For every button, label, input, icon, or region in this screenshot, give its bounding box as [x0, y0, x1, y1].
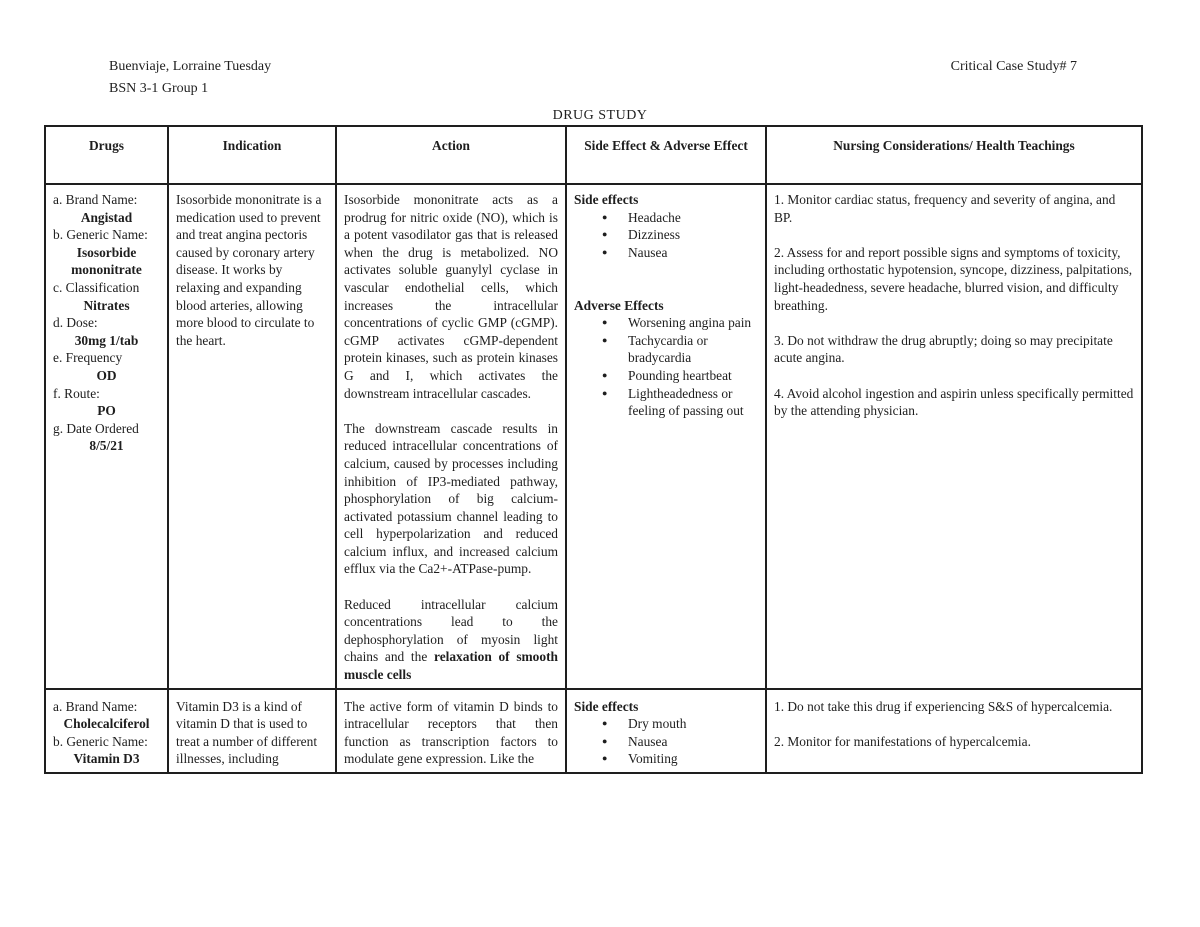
student-section: BSN 3-1 Group 1: [109, 81, 209, 96]
drug-label: d. Dose:: [53, 315, 98, 331]
nursing-cell: [766, 689, 1142, 773]
drug-value: Cholecalciferol: [63, 716, 150, 732]
indication-cell: Vitamin D3 is a kind of vitamin D that is used to treat a number of different illnesses, including: [168, 689, 336, 773]
page-title: DRUG STUDY: [552, 108, 648, 123]
action-paragraph: Reduced intracellular calcium concentrations lead to the dephosphorylation of myosin light chains and the relaxation of smooth muscle cells: [344, 596, 558, 683]
drug-info-cell: [45, 184, 168, 689]
drug-label: f. Route:: [53, 385, 100, 401]
side-effects-list: [574, 715, 758, 768]
side-effects-cell: [566, 184, 766, 689]
drug-info-cell: [45, 689, 168, 773]
nursing-item: 4. Avoid alcohol ingestion and aspirin unless specifically permitted by the attending physician.: [774, 385, 1134, 419]
drug-value: Vitamin D3: [73, 751, 140, 767]
list-item: ● Dry mouth: [628, 715, 758, 733]
action-paragraph: Isosorbide mononitrate acts as a prodrug for nitric oxide (NO), which is a potent vasodilator gas that is released when the drug is metabolized. NO activates soluble guanylyl cyclase in vascular endothelial cells, which increases the intracellular concentrations of cyclic GMP (cGMP). cGMP activates cGMP-dependent protein kinases, such as protein kinases G and I, which activates the downstream intracellular cascades.: [344, 192, 558, 401]
table-row: [45, 689, 1142, 773]
column-header-action: Action: [336, 126, 566, 184]
drug-value: Nitrates: [83, 297, 130, 313]
drug-label: g. Date Ordered: [53, 420, 139, 436]
list-item: ● Tachycardia or bradycardia: [628, 332, 758, 367]
list-item: ● Pounding heartbeat: [628, 367, 758, 385]
drug-label: b. Generic Name:: [53, 227, 148, 243]
nursing-item: 2. Monitor for manifestations of hypercalcemia.: [774, 733, 1031, 749]
drug-value: Angistad: [80, 209, 133, 225]
column-header-drugs: Drugs: [45, 126, 168, 184]
list-item: ● Headache: [628, 209, 758, 227]
column-header-side-effects: Side Effect & Adverse Effect: [566, 126, 766, 184]
action-cell: [336, 184, 566, 689]
indication-cell: Isosorbide mononitrate is a medication used to prevent and treat angina pectoris caused by coronary artery disease. It works by relaxing and expanding blood arteries, allowing more blood to circulate to the heart.: [168, 184, 336, 689]
nursing-item: 2. Assess for and report possible signs and symptoms of toxicity, including orthostatic hypotension, syncope, dizziness, palpitations, light-headedness, severe headache, blurred vision, and difficulty breathing.: [774, 244, 1133, 313]
drug-study-table: [44, 125, 1143, 774]
drug-value: Isosorbide mononitrate: [71, 244, 142, 278]
side-effects-heading: Side effects: [574, 698, 639, 714]
nursing-item: 3. Do not withdraw the drug abruptly; doing so may precipitate acute angina.: [774, 332, 1113, 366]
list-item: ● Worsening angina pain: [628, 314, 758, 332]
side-effects-cell: [566, 689, 766, 773]
adverse-effects-heading: Adverse Effects: [574, 297, 664, 313]
adverse-effects-list: [574, 314, 758, 420]
student-info: [109, 56, 271, 100]
nursing-cell: [766, 184, 1142, 689]
drug-label: e. Frequency: [53, 350, 123, 366]
drug-label: a. Brand Name:: [53, 698, 138, 714]
action-paragraph: The downstream cascade results in reduced intracellular concentrations of calcium, caused by processes including inhibition of IP3-mediated pathway, phosphorylation of big calcium-activated potassium channel leading to cell hyperpolarization and reduced calcium influx, and increased calcium efflux via the Ca2+-ATPase-pump.: [344, 420, 558, 577]
side-effects-list: [574, 209, 758, 262]
nursing-item: 1. Do not take this drug if experiencing S&S of hypercalcemia.: [774, 698, 1113, 714]
drug-value: 8/5/21: [89, 438, 124, 454]
drug-value: 30mg 1/tab: [74, 332, 139, 348]
column-header-indication: Indication: [168, 126, 336, 184]
drug-label: b. Generic Name:: [53, 733, 148, 749]
nursing-item: 1. Monitor cardiac status, frequency and severity of angina, and BP.: [774, 192, 1116, 225]
drug-value: OD: [96, 367, 117, 383]
list-item: ● Nausea: [628, 733, 758, 751]
drug-label: a. Brand Name:: [53, 192, 138, 207]
list-item: ● Dizziness: [628, 226, 758, 244]
action-cell: The active form of vitamin D binds to intracellular receptors that then function as transcription factors to modulate gene expression. Like the: [336, 689, 566, 773]
column-header-nursing: Nursing Considerations/ Health Teachings: [766, 126, 1142, 184]
student-name: Buenviaje, Lorraine Tuesday: [109, 59, 272, 74]
case-study-label: Critical Case Study# 7: [950, 59, 1077, 74]
table-header-row: [45, 126, 1142, 184]
list-item: ● Vomiting: [628, 750, 758, 768]
side-effects-heading: Side effects: [574, 192, 639, 207]
list-item: ● Nausea: [628, 244, 758, 262]
table-row: [45, 184, 1142, 689]
list-item: ● Lightheadedness or feeling of passing out: [628, 385, 758, 420]
drug-value: PO: [97, 403, 116, 419]
drug-label: c. Classification: [53, 279, 140, 295]
